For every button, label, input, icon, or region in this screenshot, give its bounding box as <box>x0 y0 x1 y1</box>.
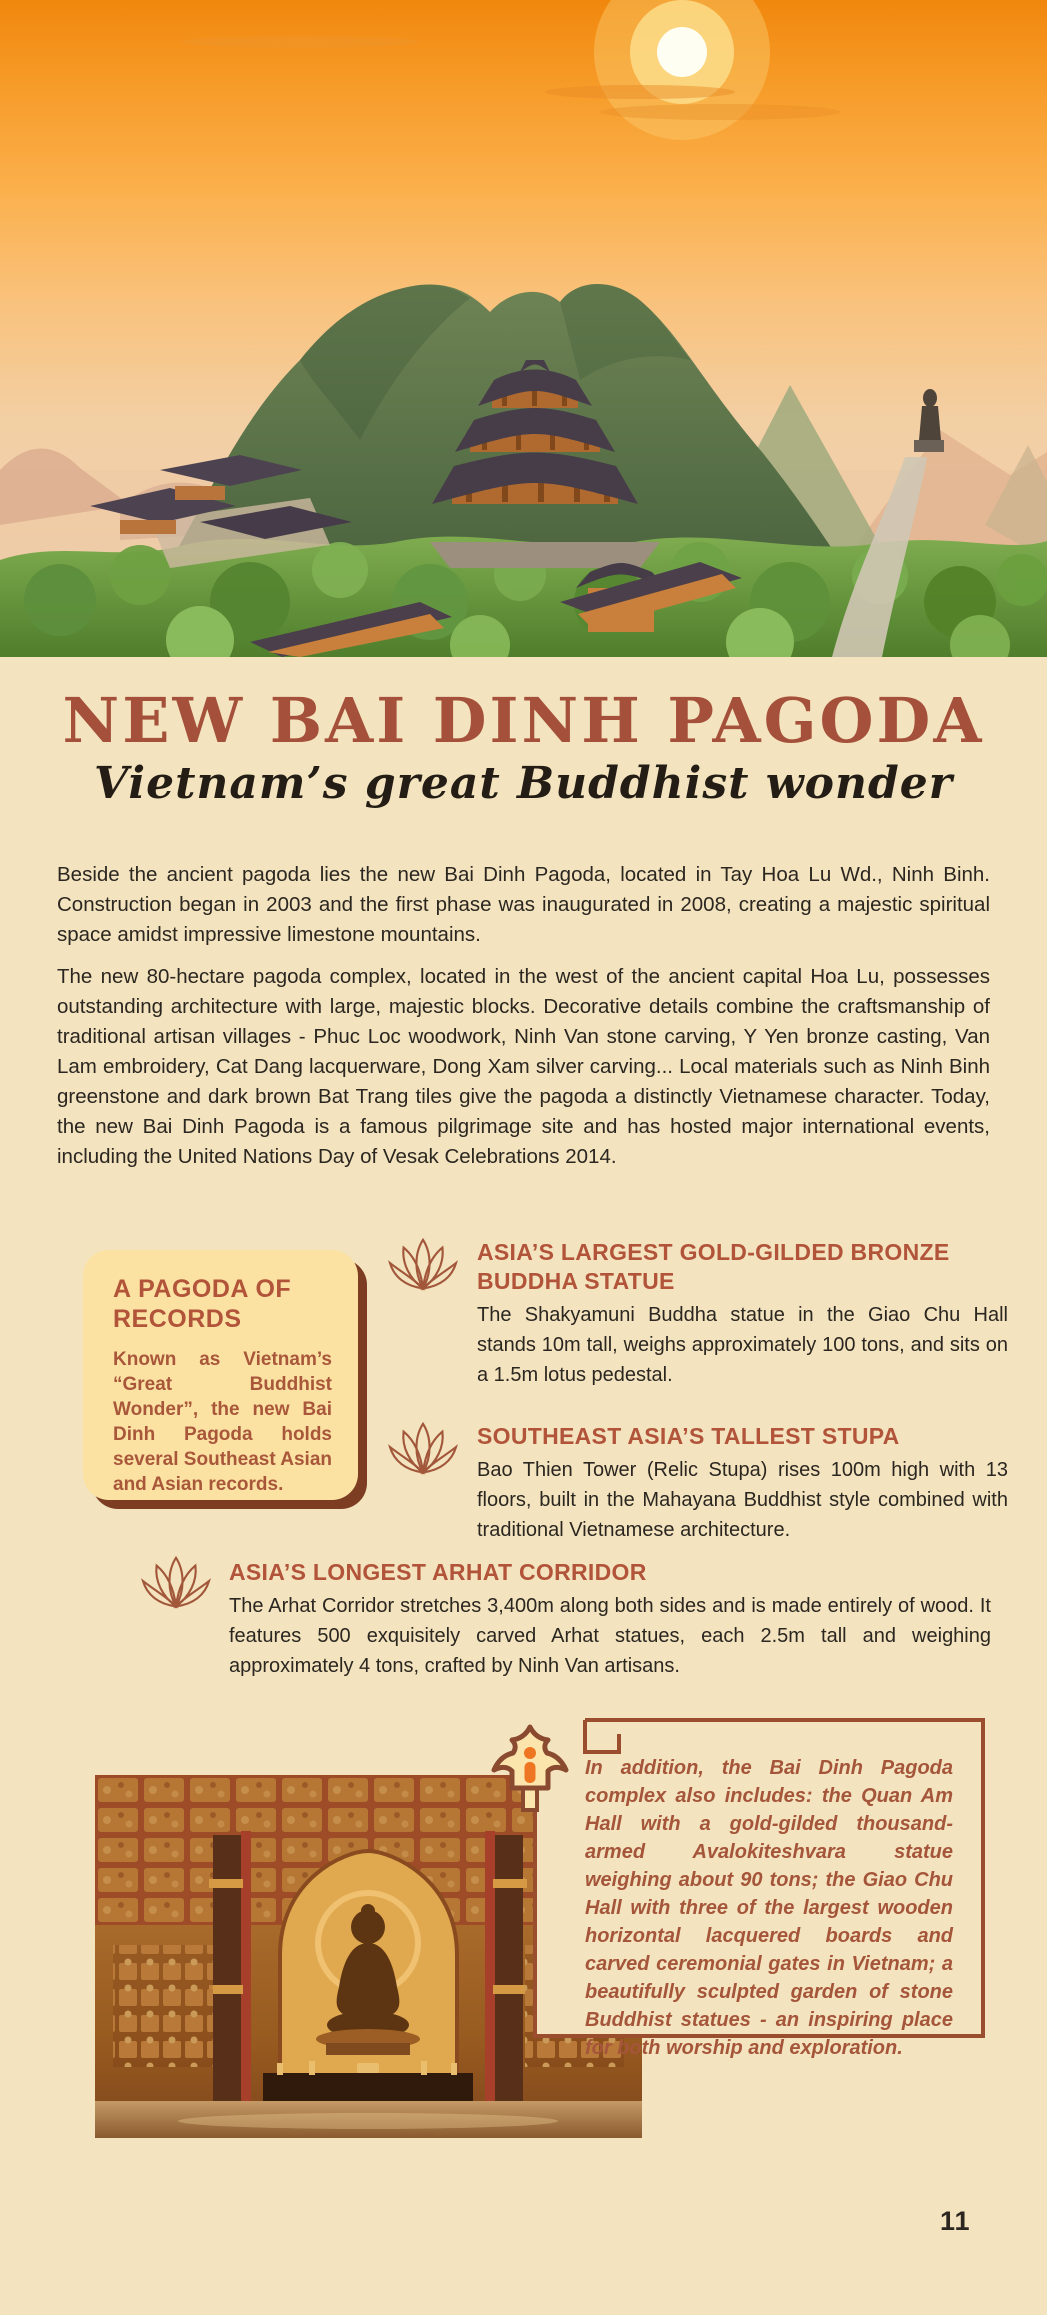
record-title: SOUTHEAST ASIA’S TALLEST STUPA <box>477 1423 900 1449</box>
record-body: Bao Thien Tower (Relic Stupa) rises 100m high with 13 floors, built in the Mahayana Buddhist style combined with traditional Vietnamese architecture. <box>477 1459 1008 1541</box>
callout-body: Known as Vietnam’s “Great Buddhist Wonder”, the new Bai Dinh Pagoda holds several Southeast Asian and Asian records. <box>113 1349 332 1495</box>
callout-title: A PAGODA OF RECORDS <box>113 1275 292 1333</box>
record-body: The Shakyamuni Buddha statue in the Giao Chu Hall stands 10m tall, weighs approximately 100 tons, and sits on a 1.5m lotus pedestal. <box>477 1304 1008 1386</box>
record-title: ASIA’S LARGEST GOLD-GILDED BRONZE BUDDHA STATUE <box>477 1239 950 1294</box>
record-body: The Arhat Corridor stretches 3,400m along both sides and is made entirely of wood. It features 500 exquisitely carved Arhat statues, each 2.5m tall and weighing approximately 4 tons, crafted by Ninh Van artisans. <box>229 1595 991 1677</box>
lotus-icon <box>139 1552 213 1616</box>
page-title: NEW BAI DINH PAGODA <box>62 684 985 757</box>
info-box-border-top <box>585 1718 985 1722</box>
page-number: 11 <box>940 2206 971 2236</box>
page-subtitle: Vietnam’s great Buddhist wonder <box>94 758 953 809</box>
record-title: ASIA’S LONGEST ARHAT CORRIDOR <box>229 1559 647 1585</box>
intro-paragraph-1: Beside the ancient pagoda lies the new Bai Dinh Pagoda, located in Tay Hoa Lu Wd., Ninh Binh. Construction began in 2003 and the first phase was inaugurated in 2008, creating a majestic spiritual space amidst impressive limestone mountains. <box>57 863 990 946</box>
info-box-border-right <box>981 1718 985 2038</box>
lotus-icon <box>386 1418 460 1482</box>
lotus-icon <box>386 1234 460 1298</box>
info-pagoda-icon <box>489 1724 571 1812</box>
record-item <box>477 1422 1008 1545</box>
records-callout-box <box>83 1250 358 1500</box>
record-item <box>477 1238 1008 1390</box>
info-note-text: In addition, the Bai Dinh Pagoda complex also includes: the Quan Am Hall with a gold-gilded thousand-armed Avalokiteshvara statue weighing about 90 tons; the Giao Chu Hall with three of the largest wooden horizontal lacquered boards and carved ceremonial gates in Vietnam; a beautifully sculpted garden of stone Buddhist statues - an inspiring place for both worship and exploration. <box>585 1757 953 2059</box>
info-note-box <box>533 1718 985 2059</box>
record-item <box>229 1558 991 1681</box>
hero-image <box>0 0 1047 657</box>
intro-paragraph-2: The new 80-hectare pagoda complex, located in the west of the ancient capital Hoa Lu, possesses outstanding architecture with large, majestic blocks. Decorative details combine the craftsmanship of traditional artisan villages - Phuc Loc woodwork, Ninh Van stone carving, Y Yen bronze casting, Van Lam embroidery, Cat Dang lacquerware, Dong Xam silver carving... Local materials such as Ninh Binh greenstone and dark brown Bat Trang tiles give the pagoda a distinctly Vietnamese character. Today, the new Bai Dinh Pagoda is a famous pilgrimage site and has hosted major international events, including the United Nations Day of Vesak Celebrations 2014. <box>57 965 990 1168</box>
